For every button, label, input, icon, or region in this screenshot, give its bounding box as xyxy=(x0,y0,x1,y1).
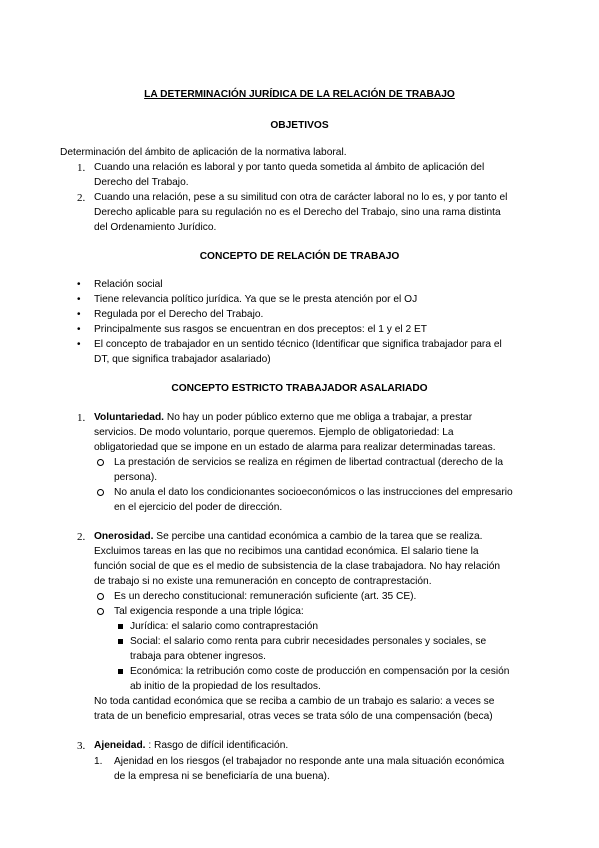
concepto-heading: CONCEPTO DE RELACIÓN DE TRABAJO xyxy=(199,251,400,262)
ajeneidad-line: Ajeneidad. : Rasgo de difícil identificación. xyxy=(94,740,289,751)
circle-bullet-icon xyxy=(97,608,104,615)
sub-item: Es un derecho constitucional: remuneración suficiente (art. 35 CE). xyxy=(114,591,417,602)
bullet-item: DT, que significa trabajador asalariado) xyxy=(94,354,271,365)
circle-bullet-icon xyxy=(97,459,104,466)
list-item-line: Derecho del Trabajo. xyxy=(94,177,189,188)
list-number: 2. xyxy=(77,192,86,204)
square-bullet-icon xyxy=(118,639,123,644)
sub-item: Ajenidad en los riesgos (el trabajador no responde ante una mala situación económica xyxy=(114,756,505,767)
bullet-item: El concepto de trabajador en un sentido técnico (Identificar que significa trabajador para el xyxy=(94,339,502,350)
circle-bullet-icon xyxy=(97,489,104,496)
list-number: 3. xyxy=(77,740,86,752)
list-item-line: del Ordenamiento Jurídico. xyxy=(94,222,217,233)
bullet-icon: • xyxy=(77,339,81,350)
sub-item: de la empresa ni se beneficiaría de una buena). xyxy=(114,771,330,782)
sub-item: Tal exigencia responde a una triple lógica: xyxy=(114,606,304,617)
voluntariedad-line: Voluntariedad. No hay un poder público externo que me obliga a trabajar, a prestar xyxy=(94,412,473,423)
ajeneidad-term: Ajeneidad. xyxy=(94,740,146,751)
objetivos-intro: Determinación del ámbito de aplicación de la normativa laboral. xyxy=(60,147,347,158)
bullet-item: Relación social xyxy=(94,279,163,290)
sub-list-number: 1. xyxy=(94,756,103,767)
list-number: 1. xyxy=(77,162,86,174)
onerosidad-closing: trata de un beneficio empresarial, otras veces se trata sólo de una compensación (beca) xyxy=(94,711,493,722)
sub-item: No anula el dato los condicionantes socioeconómicos o las instrucciones del empresario xyxy=(114,487,513,498)
onerosidad-line: Excluimos tareas en las que no recibimos una cantidad económica. El salario tiene la xyxy=(94,546,479,557)
voluntariedad-line: obligatoriedad que se impone en un estado de alarma para realizar determinadas tareas. xyxy=(94,442,496,453)
list-item-line: Cuando una relación, pese a su similitud con otra de carácter laboral no lo es, y por tanto el xyxy=(94,192,508,203)
square-bullet-icon xyxy=(118,624,123,629)
sub-item: La prestación de servicios se realiza en régimen de libertad contractual (derecho de la xyxy=(114,457,504,468)
estricto-heading: CONCEPTO ESTRICTO TRABAJADOR ASALARIADO xyxy=(171,383,428,394)
list-item-line: Derecho aplicable para su regulación no es el Derecho del Trabajo, sino una rama distinta xyxy=(94,207,501,218)
sub-sub-item: Social: el salario como renta para cubrir necesidades personales y sociales, se xyxy=(130,636,487,647)
sub-sub-item: ab initio de la propiedad de los resultados. xyxy=(130,681,321,692)
onerosidad-line: de trabajo si no existe una remuneración en concepto de contraprestación. xyxy=(94,576,432,587)
bullet-item: Regulada por el Derecho del Trabajo. xyxy=(94,309,264,320)
bullet-item: Tiene relevancia político jurídica. Ya que se le presta atención por el OJ xyxy=(94,294,418,305)
list-number: 1. xyxy=(77,412,86,424)
sub-item: en el ejercicio del poder de dirección. xyxy=(114,502,283,513)
sub-sub-item: trabaja para obtener ingresos. xyxy=(130,651,266,662)
onerosidad-line: función social de que es el medio de subsistencia de la clase trabajadora. No hay relación xyxy=(94,561,501,572)
onerosidad-term: Onerosidad. xyxy=(94,531,154,542)
sub-item: persona). xyxy=(114,472,158,483)
document-title: LA DETERMINACIÓN JURÍDICA DE LA RELACIÓN DE TRABAJO xyxy=(144,89,455,100)
onerosidad-line: Onerosidad. Se percibe una cantidad económica a cambio de la tarea que se realiza. xyxy=(94,531,483,542)
list-number: 2. xyxy=(77,531,86,543)
voluntariedad-line: servicios. De modo voluntario, porque queremos. Ejemplo de obligatoriedad: La xyxy=(94,427,454,438)
voluntariedad-term: Voluntariedad. xyxy=(94,412,164,423)
sub-sub-item: Económica: la retribución como coste de producción en compensación por la cesión xyxy=(130,666,510,677)
list-item-line: Cuando una relación es laboral y por tanto queda sometida al ámbito de aplicación del xyxy=(94,162,485,173)
circle-bullet-icon xyxy=(97,593,104,600)
bullet-icon: • xyxy=(77,279,81,290)
objetivos-heading: OBJETIVOS xyxy=(270,120,329,131)
bullet-icon: • xyxy=(77,309,81,320)
onerosidad-closing: No toda cantidad económica que se reciba a cambio de un trabajo es salario: a veces se xyxy=(94,696,495,707)
sub-sub-item: Jurídica: el salario como contraprestación xyxy=(130,621,318,632)
square-bullet-icon xyxy=(118,669,123,674)
bullet-icon: • xyxy=(77,324,81,335)
bullet-item: Principalmente sus rasgos se encuentran en dos preceptos: el 1 y el 2 ET xyxy=(94,324,427,335)
bullet-icon: • xyxy=(77,294,81,305)
